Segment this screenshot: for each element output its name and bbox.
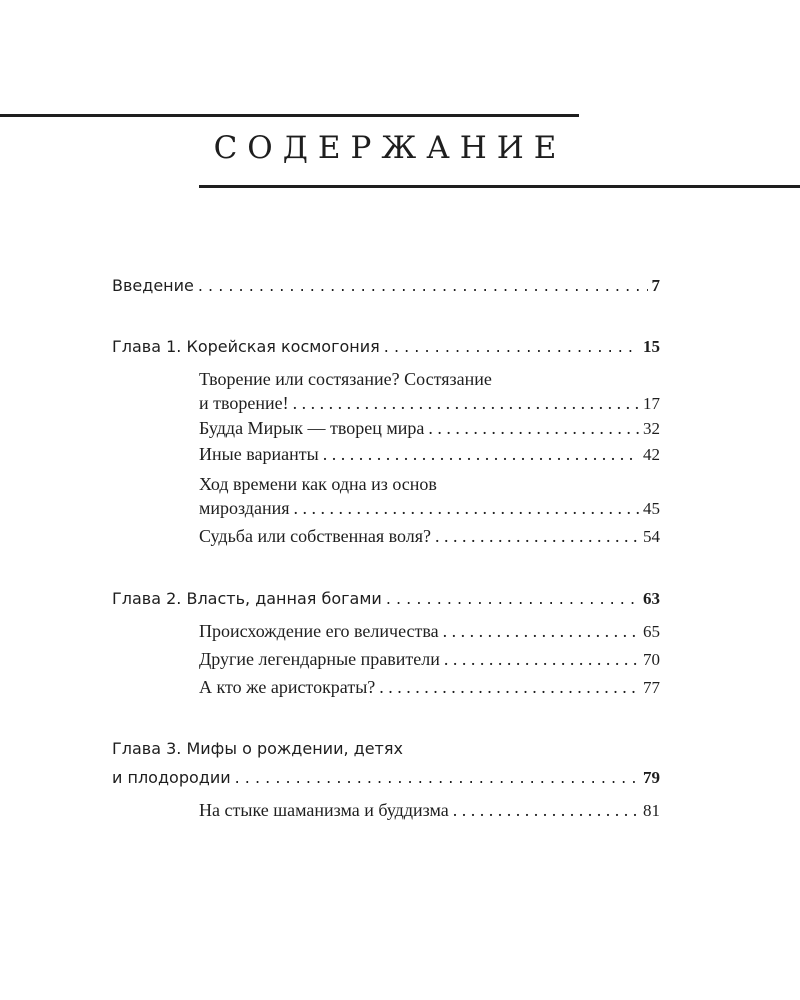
toc-entry-intro[interactable] xyxy=(112,276,660,296)
toc-chapter-1[interactable] xyxy=(112,337,660,357)
toc-section-label: Другие легендарные правители xyxy=(199,649,440,669)
toc-chapter-3[interactable] xyxy=(112,768,660,788)
toc-chapter-2[interactable] xyxy=(112,589,660,609)
toc-section-label: мироздания xyxy=(199,498,290,518)
dot-leader xyxy=(323,444,639,465)
toc-chapter-page: 63 xyxy=(643,589,660,608)
toc-section[interactable] xyxy=(199,393,660,414)
dot-leader xyxy=(384,337,639,356)
toc-entry-label: Введение xyxy=(112,276,194,295)
dot-leader xyxy=(386,589,639,608)
dot-leader xyxy=(198,276,648,295)
toc-section-page: 42 xyxy=(643,445,660,464)
toc-section-page: 45 xyxy=(643,499,660,518)
toc-section-label: Судьба или собственная воля? xyxy=(199,526,431,546)
toc-chapter-first-line[interactable]: Глава 3. Мифы о рождении, детях xyxy=(112,739,403,758)
toc-section[interactable] xyxy=(199,621,660,642)
toc-section[interactable] xyxy=(199,444,660,465)
toc-section[interactable] xyxy=(199,526,660,547)
toc-section-label: На стыке шаманизма и буддизма xyxy=(199,800,449,820)
toc-section[interactable] xyxy=(199,418,660,439)
toc-section-label: и творение! xyxy=(199,393,289,413)
dot-leader xyxy=(435,526,639,547)
toc-section-label: Будда Мирык — творец мира xyxy=(199,418,425,438)
toc-section-first-line[interactable]: Творение или состязание? Состязание xyxy=(199,369,492,389)
toc-section[interactable] xyxy=(199,498,660,519)
top-rule xyxy=(0,114,579,117)
toc-chapter-label: Глава 1. Корейская космогония xyxy=(112,337,380,356)
toc-section-label: А кто же аристократы? xyxy=(199,677,376,697)
toc-entry-page: 7 xyxy=(651,276,660,295)
dot-leader xyxy=(294,498,639,519)
toc-section-page: 77 xyxy=(643,678,660,697)
dot-leader xyxy=(443,621,639,642)
dot-leader xyxy=(428,418,639,439)
toc-section-page: 54 xyxy=(643,527,660,546)
dot-leader xyxy=(293,393,639,414)
toc-section-page: 17 xyxy=(643,394,660,413)
toc-section[interactable] xyxy=(199,649,660,670)
toc-section-page: 65 xyxy=(643,622,660,641)
toc-section-label: Происхождение его величества xyxy=(199,621,439,641)
dot-leader xyxy=(453,800,639,821)
toc-section-label: Иные варианты xyxy=(199,444,319,464)
toc-section[interactable] xyxy=(199,800,660,821)
toc-chapter-page: 79 xyxy=(643,768,660,787)
dot-leader xyxy=(235,768,639,787)
page-title: СОДЕРЖАНИЕ xyxy=(213,130,567,166)
dot-leader xyxy=(379,677,639,698)
dot-leader xyxy=(444,649,639,670)
toc-chapter-page: 15 xyxy=(643,337,660,356)
toc-chapter-label: Глава 2. Власть, данная богами xyxy=(112,589,382,608)
toc-chapter-label: и плодородии xyxy=(112,768,231,787)
toc-section-page: 70 xyxy=(643,650,660,669)
bottom-rule xyxy=(199,185,800,188)
toc-section-page: 32 xyxy=(643,419,660,438)
toc-section-page: 81 xyxy=(643,801,660,820)
toc-section[interactable] xyxy=(199,677,660,698)
toc-section-first-line[interactable]: Ход времени как одна из основ xyxy=(199,474,437,494)
